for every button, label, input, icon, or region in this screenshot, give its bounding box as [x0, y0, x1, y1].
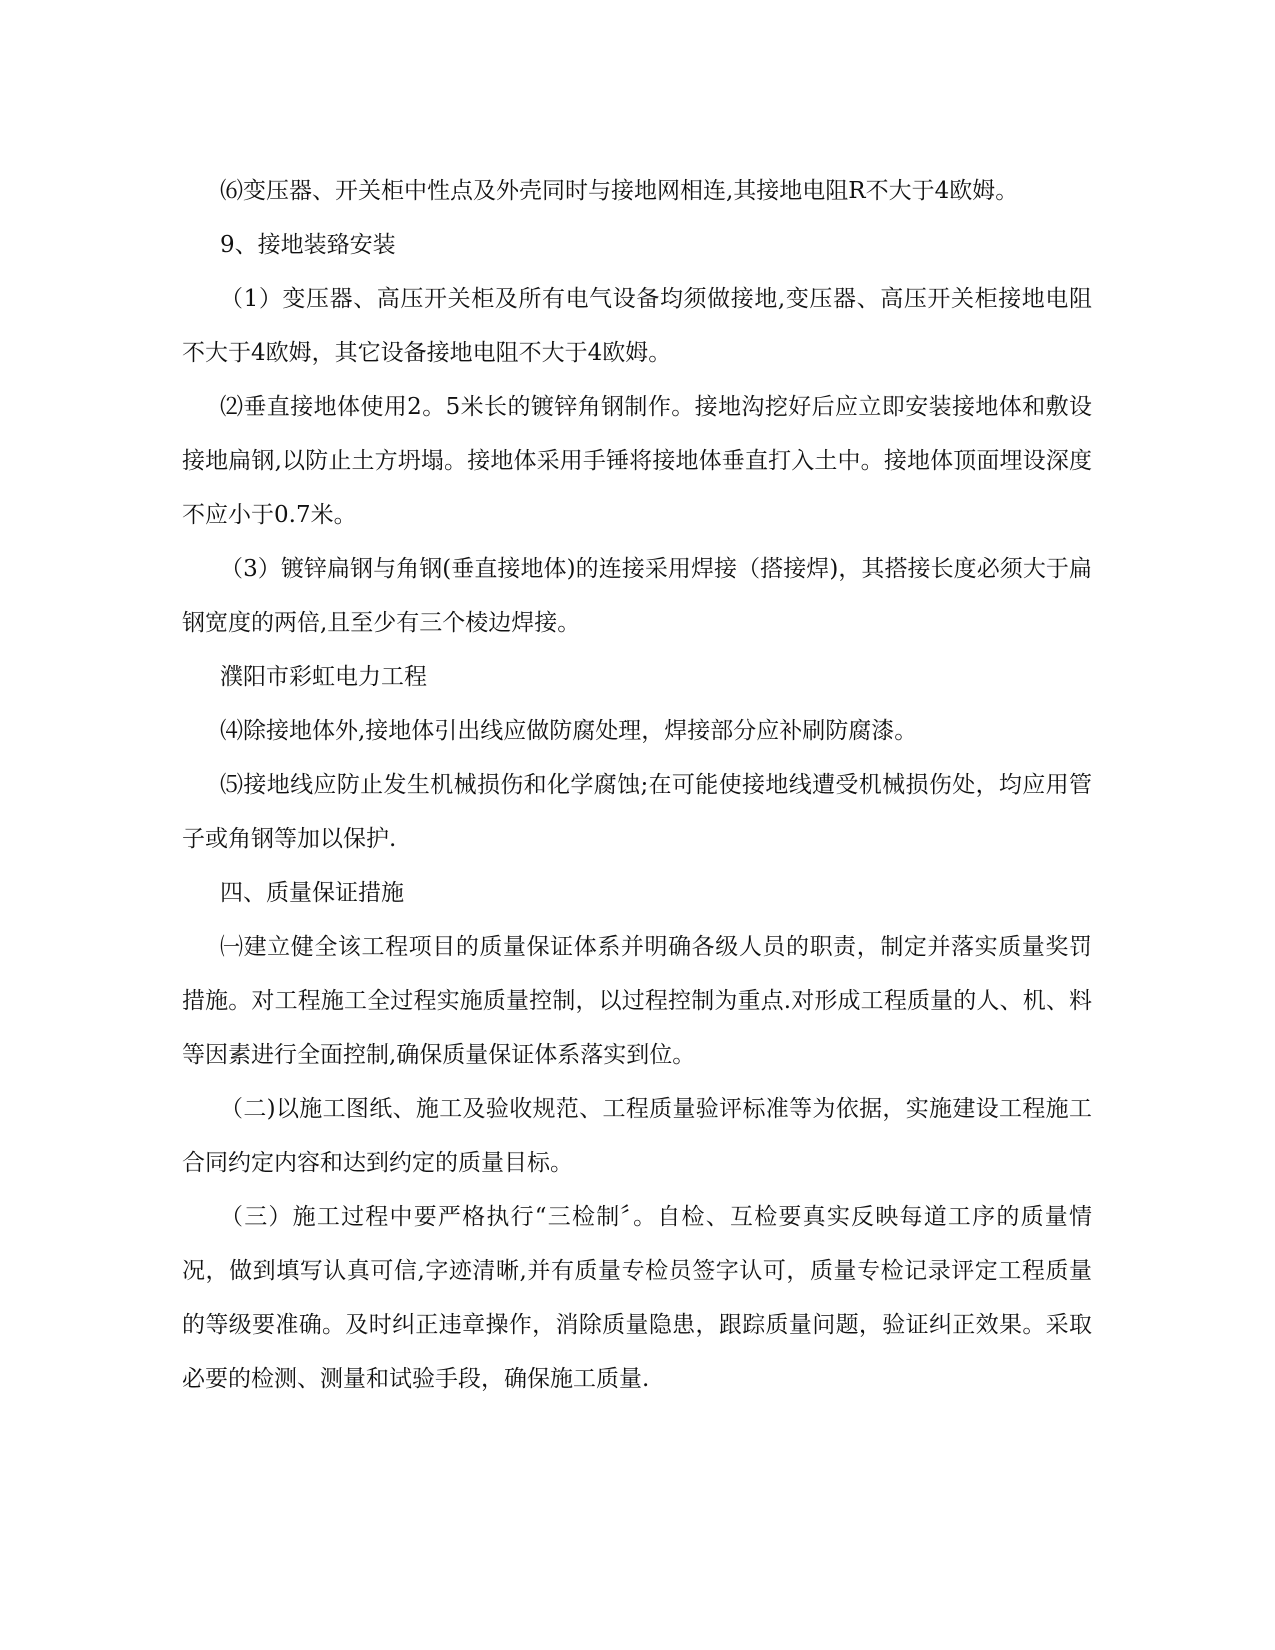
paragraph-equipment-grounding: （1）变压器、高压开关柜及所有电气设备均须做接地,变压器、高压开关柜接地电阻不大于4欧姆，其它设备接地电阻不大于4欧姆。 — [182, 286, 1092, 366]
paragraph-welding-connection: （3）镀锌扁钢与角钢(垂直接地体)的连接采用焊接（搭接焊)，其搭接长度必须大于扁钢宽度的两倍,且至少有三个棱边焊接。 — [182, 556, 1092, 636]
heading-quality-measures: 四、质量保证措施 — [220, 880, 404, 906]
company-name-line: 濮阳市彩虹电力工程 — [220, 664, 427, 690]
document-body — [182, 164, 1092, 1406]
paragraph-transformer-grounding: ⑹变压器、开关柜中性点及外壳同时与接地网相连,其接地电阻R不大于4欧姆。 — [220, 178, 1019, 204]
paragraph-construction-basis: （二)以施工图纸、施工及验收规范、工程质量验评标准等为依据，实施建设工程施工合同约定内容和达到约定的质量目标。 — [182, 1096, 1092, 1176]
paragraph-vertical-electrode: ⑵垂直接地体使用2。5米长的镀锌角钢制作。接地沟挖好后应立即安装接地体和敷设接地扁钢,以防止土方坍塌。接地体采用手锤将接地体垂直打入土中。接地体顶面埋设深度不应小于0.7米。 — [182, 394, 1092, 528]
paragraph-anticorrosion: ⑷除接地体外,接地体引出线应做防腐处理，焊接部分应补刷防腐漆。 — [220, 718, 918, 744]
paragraph-ground-wire-protection: ⑸接地线应防止发生机械损伤和化学腐蚀;在可能使接地线遭受机械损伤处，均应用管子或角钢等加以保护. — [182, 772, 1092, 852]
paragraph-quality-system: ㈠建立健全该工程项目的质量保证体系并明确各级人员的职责，制定并落实质量奖罚措施。对工程施工全过程实施质量控制，以过程控制为重点.对形成工程质量的人、机、料等因素进行全面控制,确保质量保证体系落实到位。 — [182, 934, 1092, 1068]
paragraph-three-inspection: （三）施工过程中要严格执行“三检制〞。自检、互检要真实反映每道工序的质量情况，做到填写认真可信,字迹清晰,并有质量专检员签字认可，质量专检记录评定工程质量的等级要准确。及时纠正违章操作，消除质量隐患，跟踪质量问题，验证纠正效果。采取必要的检测、测量和试验手段，确保施工质量. — [182, 1204, 1092, 1392]
heading-grounding-installation: 9、接地装臵安装 — [220, 232, 396, 258]
